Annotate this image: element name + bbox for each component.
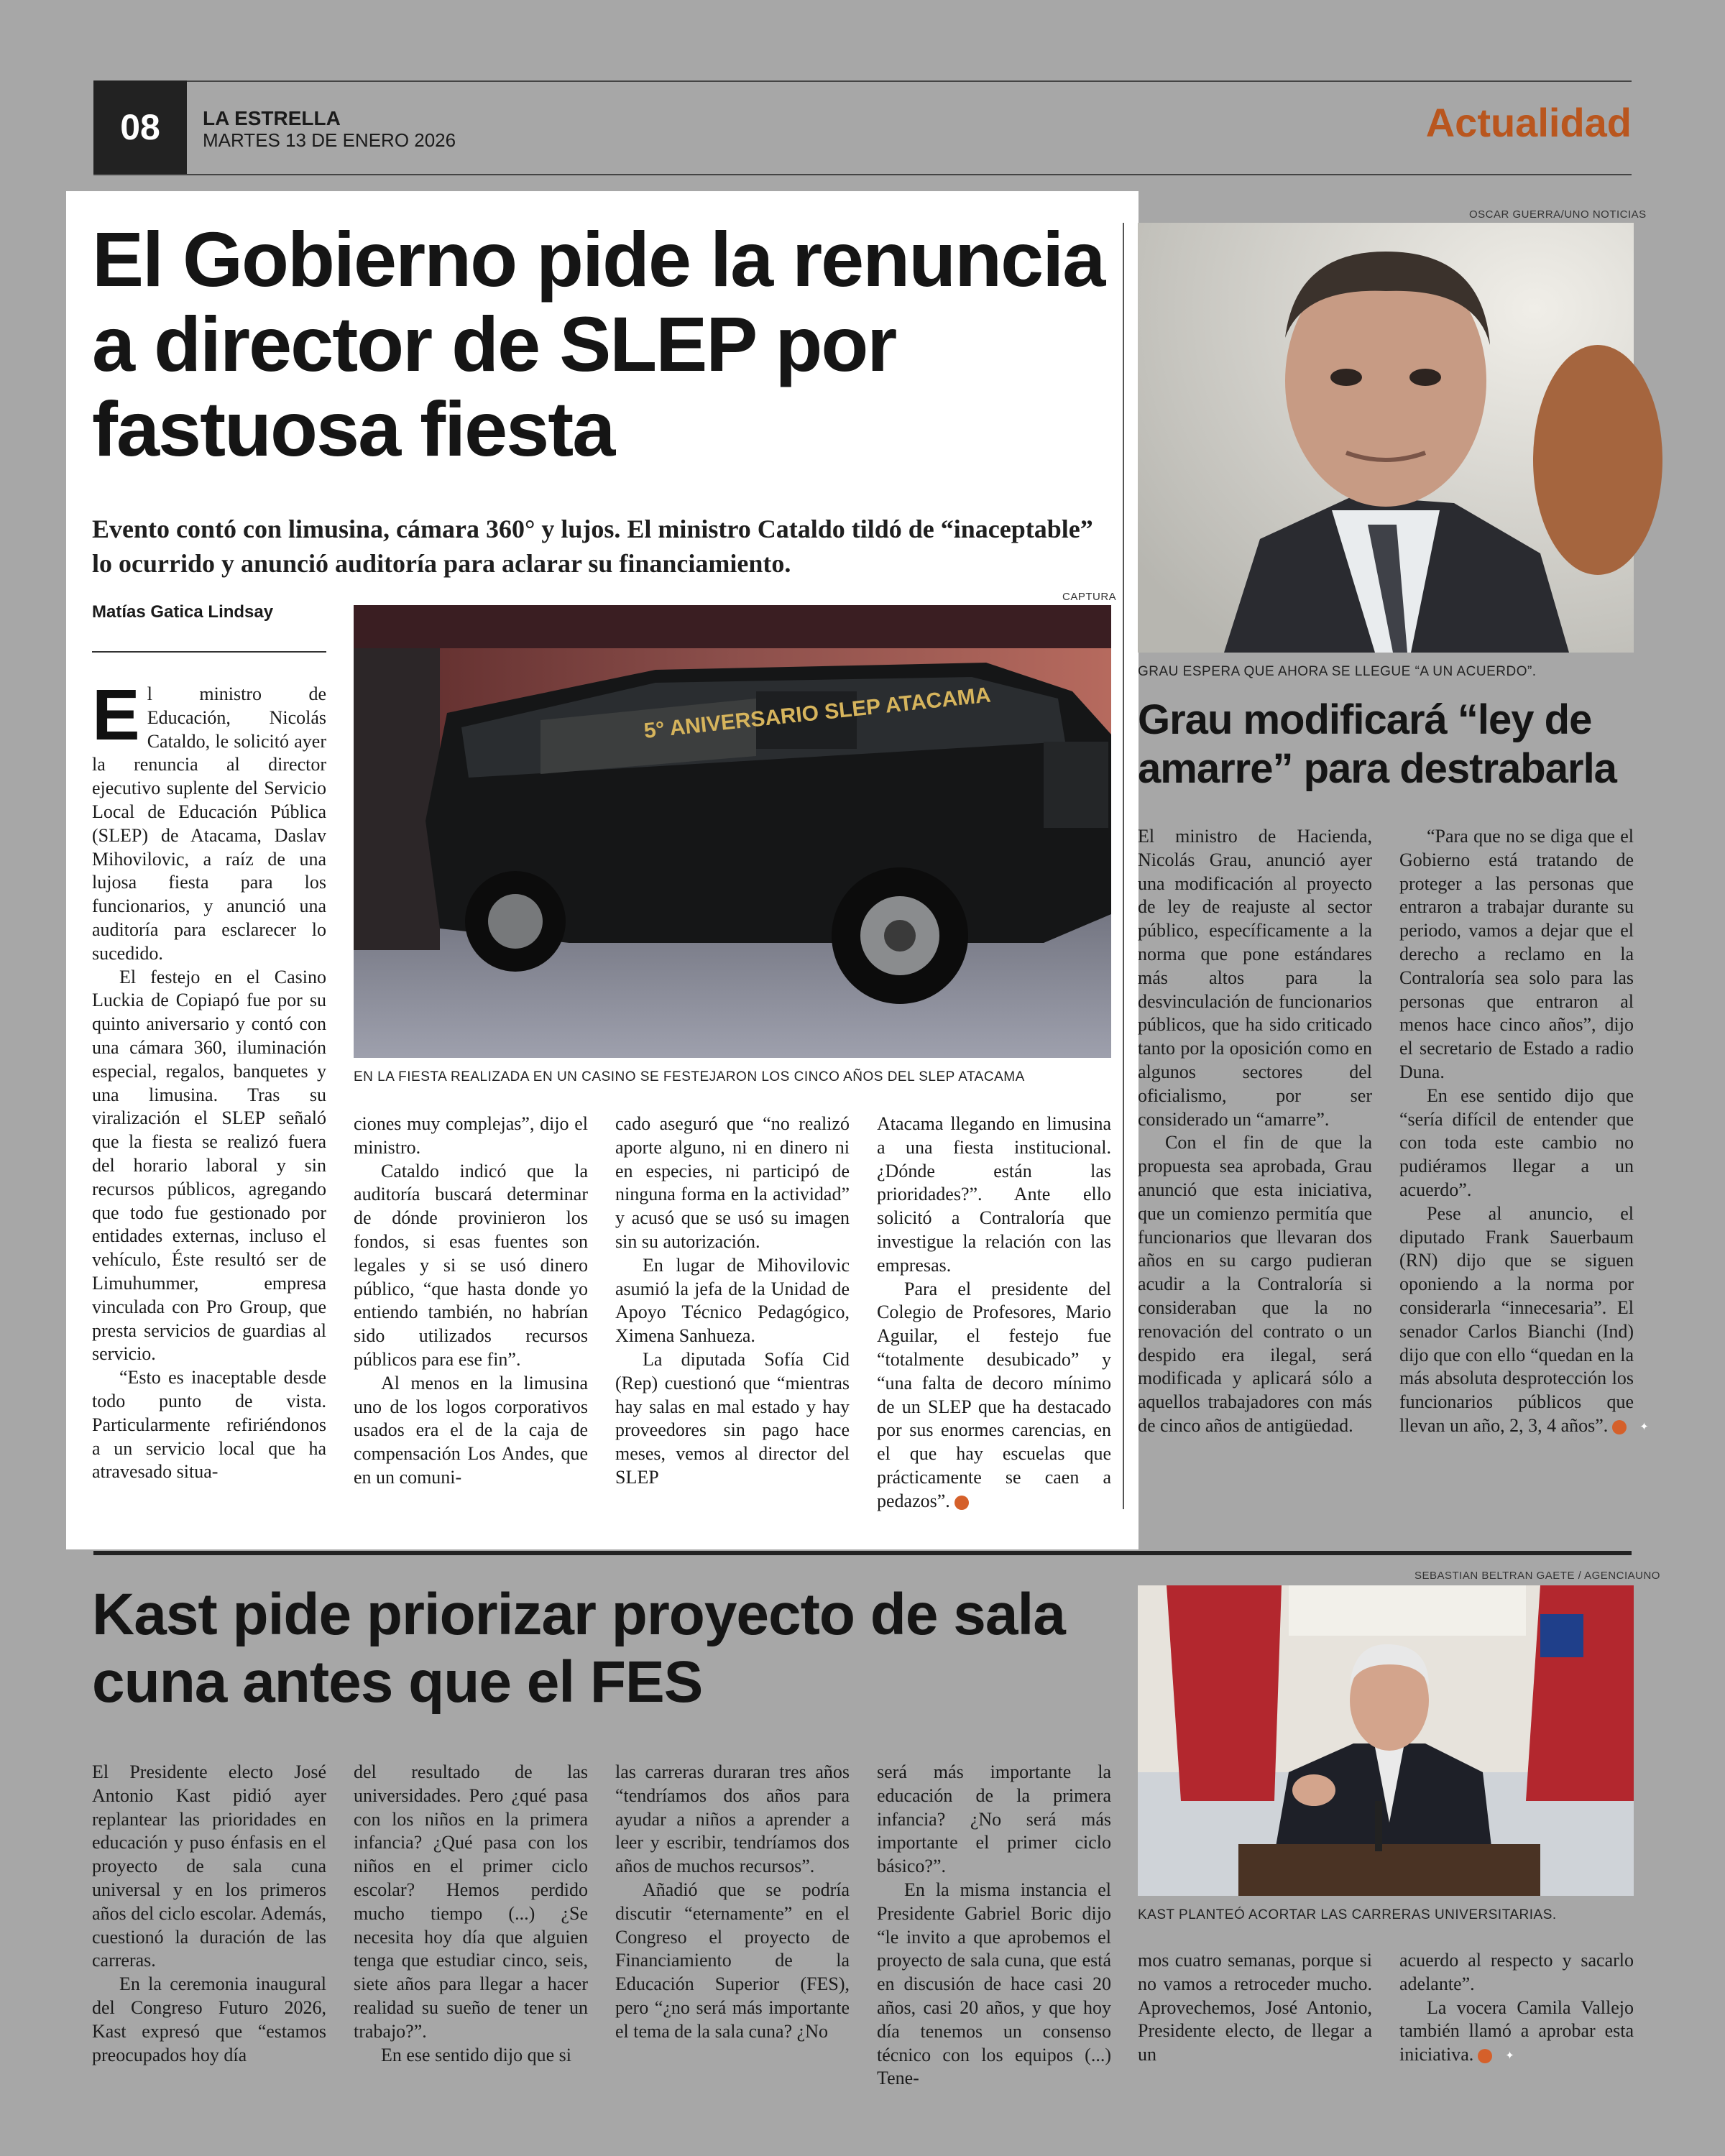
kast-ceremony-image xyxy=(1138,1585,1634,1896)
grau-portrait-photo xyxy=(1138,223,1634,653)
article2-photo-credit: OSCAR GUERRA/UNO NOTICIAS xyxy=(1469,208,1647,221)
article1-paragraph: La diputada Sofía Cid (Rep) cuestionó que “mientras hay salas en mal estado y hay proveedores sin pago hace meses, vemos al director del SLEP xyxy=(615,1348,850,1488)
article2-headline: Grau modificará “ley de amarre” para destrabarla xyxy=(1138,696,1616,792)
article3-headline: Kast pide priorizar proyecto de sala cuna antes que el FES xyxy=(92,1582,1065,1715)
article3-paragraph: En la ceremonia inaugural del Congreso Futuro 2026, Kast expresó que “estamos preocupados hoy día xyxy=(92,1973,326,2065)
article1-paragraph: cado aseguró que “no realizó aporte alguno, ni en dinero ni en especies, ni participó de ninguna forma en la actividad” y acusó que se usó su imagen sin su autorización. xyxy=(615,1113,850,1252)
article1-headline: El Gobierno pide la renuncia a director de SLEP por fastuosa fiesta xyxy=(92,216,1105,472)
article2-paragraph: En ese sentido dijo que “sería difícil de entender que con toda este cambio no pudiéramos llegar a un acuerdo”. xyxy=(1399,1084,1634,1200)
article2-paragraph: “Para que no se diga que el Gobierno está tratando de proteger a las personas que entraron a trabajar durante su periodo, vamos a dejar que el derecho a reclamo en la Contraloría sea solo para las personas que entraron al menos hace cinco años”, dijo el secretario de Estado a radio Duna. xyxy=(1399,826,1634,1082)
article1-paragraph: El festejo en el Casino Luckia de Copiapó fue por su quinto aniversario y contó con una cámara 360, iluminación especial, regalos, banquetes y una limusina. Tras su viralización el SLEP señaló que la fiesta se realizó fuera del horario laboral y sin recursos públicos, agregando que todo fue gestionado por entidades externas, incluso el vehículo, Éste resultó ser de Limuhummer, empresa vinculada con Pro Group, que presta servicios de guardias al servicio. xyxy=(92,966,326,1365)
article2-paragraph xyxy=(1399,1202,1649,1438)
article2-paragraph: El ministro de Hacienda, Nicolás Grau, anunció ayer una modificación al proyecto de ley de reajuste al sector público, específicamente a la norma que pone estándares más altos para la desvinculación de funcionarios públicos, que ha sido criticado tanto por la oposición como en algunos sectores del oficialismo, por ser considerado un “amarre”. xyxy=(1138,826,1372,1130)
article2-photo-caption: GRAU ESPERA QUE AHORA SE LLEGUE “A UN ACUERDO”. xyxy=(1138,664,1537,679)
article1-paragraph: ciones muy complejas”, dijo el ministro. xyxy=(354,1113,588,1158)
article1-paragraph xyxy=(877,1278,1111,1514)
article3-column-6 xyxy=(1399,1949,1634,2086)
article2-paragraph: Con el fin de que la propuesta sea aprobada, Grau anunció que esta iniciativa, que un comienzo permitía que funcionarios que llevaran dos años en su cargo pudieran acudir a la Contraloría si consideraban que la no renovación del contrato o un despido era ilegal, será modificada y aplicará sólo a aquellos trabajadores con más de cinco años de antigüedad. xyxy=(1138,1132,1372,1436)
limousine-photo-image xyxy=(354,605,1111,1058)
issue-date: MARTES 13 DE ENERO 2026 xyxy=(203,129,456,151)
article2-paragraph-text: Pese al anuncio, el diputado Frank Sauerbaum (RN) dijo que se siguen oponiendo a la norma por considerarla “innecesaria”. El senador Carlos Bianchi (Ind) dijo que con ello “quedan en la más absoluta desprotección los funcionarios públicos que llevan un año, 2, 3, 4 años”. xyxy=(1399,1202,1634,1436)
publication-name: LA ESTRELLA xyxy=(203,107,341,129)
article3-paragraph: será más importante la educación de la primera infancia? ¿No será más importante el primer ciclo básico?”. xyxy=(877,1761,1111,1877)
article3-paragraph-text: La vocera Camila Vallejo también llamó a aprobar esta iniciativa. xyxy=(1399,1996,1634,2065)
article3-paragraph: Añadió que se podría discutir “eternamente” en el Congreso el proyecto de Financiamiento de la Educación Superior (FES), pero “¿no será más importante el tema de la sala cuna? ¿No xyxy=(615,1879,850,2042)
top-rule xyxy=(93,80,1632,82)
article3-paragraph: mos cuatro semanas, porque si no vamos a retroceder mucho. Aprovechemos, José Antonio, Presidente electo, de llegar a un xyxy=(1138,1950,1372,2065)
article1-column-4 xyxy=(877,1112,1111,1529)
article1-paragraph: Cataldo indicó que la auditoría buscará determinar de dónde provinieron los fondos, si esas fuentes son legales y si se usó dinero público, “que hasta donde yo entiendo también, no habrían sido utilizados recursos públicos para ese fin”. xyxy=(354,1160,588,1370)
article3-photo-credit: SEBASTIAN BELTRAN GAETE / AGENCIAUNO xyxy=(1414,1570,1660,1582)
article1-paragraph: l ministro de Educación, Nicolás Cataldo, le solicitó ayer la renuncia al director ejecutivo suplente del Servicio Local de Educación Pública (SLEP) de Atacama, Daslav Mihovilovic, a raíz de una lujosa fiesta para los funcionarios, y anunció una auditoría para esclarecer lo sucedido. xyxy=(92,683,326,964)
kast-ceremony-photo xyxy=(1138,1585,1634,1896)
limousine-decal-text: 5° ANIVERSARIO SLEP ATACAMA xyxy=(643,683,992,743)
grau-portrait-image xyxy=(1138,223,1634,653)
article1-column-2 xyxy=(354,1112,588,1515)
section-title: Actualidad xyxy=(1425,100,1632,145)
article3-paragraph: del resultado de las universidades. Pero ¿qué pasa con los niños en la primera infancia? ¿Qué pasa con los niños en el primer ciclo escolar? Hemos perdido mucho tiempo (...) ¿Se necesita hoy día que alguien tenga que estudiar cinco, seis, siete años para llegar a hacer realidad su sueño de tener un trabajo?”. xyxy=(354,1761,588,2042)
article3-paragraph: En ese sentido dijo que si xyxy=(381,2044,572,2065)
column-divider xyxy=(1123,223,1124,1509)
article3-photo-caption: KAST PLANTEÓ ACORTAR LAS CARRERAS UNIVERSITARIAS. xyxy=(1138,1907,1557,1922)
article2-column-2 xyxy=(1399,825,1649,1529)
article1-deck: Evento contó con limusina, cámara 360° y lujos. El ministro Cataldo tildó de “inaceptable” lo ocurrido y anunció auditoría para aclarar su financiamiento. xyxy=(92,515,1093,578)
article3-column-1 xyxy=(92,1761,326,2077)
header-bottom-rule xyxy=(93,174,1632,175)
end-of-article-icon: ✦ xyxy=(1612,1420,1627,1434)
article3-paragraph: acuerdo al respecto y sacarlo adelante”. xyxy=(1399,1950,1634,1994)
article3-column-5 xyxy=(1138,1949,1372,2086)
section-divider-rule xyxy=(93,1551,1632,1555)
article1-paragraph: “Esto es inaceptable desde todo punto de vista. Particularmente refiriéndonos a un servicio local que ha atravesado situa- xyxy=(92,1367,326,1483)
article3-paragraph: las carreras duraran tres años “tendríamos dos años para ayudar a niños a aprender a leer y escribir, tendríamos dos años de muchos recursos”. xyxy=(615,1761,850,1877)
article3-column-3 xyxy=(615,1761,850,2077)
end-of-article-icon: ✦ xyxy=(1478,2049,1492,2063)
article3-paragraph: En la misma instancia el Presidente Gabriel Boric dijo “le invito a que aprobemos el proyecto de sala cuna, que está en discusión de hace casi 20 años, casi 20 años, y que hoy día tenemos un consenso técnico con los equipos (...) Tene- xyxy=(877,1879,1111,2089)
article3-paragraph xyxy=(1399,1996,1634,2067)
article3-column-4 xyxy=(877,1761,1111,2089)
article1-byline: Matías Gatica Lindsay xyxy=(92,602,274,622)
article1-column-3 xyxy=(615,1112,850,1515)
end-of-article-icon: ✦ xyxy=(954,1496,969,1510)
article1-paragraph: En lugar de Mihovilovic asumió la jefa de la Unidad de Apoyo Técnico Pedagógico, Ximena Sanhueza. xyxy=(615,1254,850,1347)
byline-rule xyxy=(92,651,326,653)
article1-column-1 xyxy=(92,675,326,1516)
limousine-photo xyxy=(354,605,1111,1058)
article1-paragraph: Atacama llegando en limusina a una fiesta institucional. ¿Dónde están las prioridades?”. Ante ello solicitó a Contraloría que investigue la relación con las empresas. xyxy=(877,1113,1111,1276)
article1-paragraph-text: Para el presidente del Colegio de Profesores, Mario Aguilar, el festejo fue “totalmente desubicado” y “una falta de decoro mínimo de un SLEP que ha destacado por sus enormes carencias, en el que hay escuelas que prácticamente se caen a pedazos”. xyxy=(877,1278,1111,1511)
article1-dropcap: E xyxy=(92,675,140,755)
article3-paragraph: El Presidente electo José Antonio Kast pidió ayer replantear las prioridades en educación y puso énfasis en el proyecto de sala cuna universal y en los primeros años del ciclo escolar. Además, cuestionó la duración de las carreras. xyxy=(92,1761,326,1971)
article1-photo-caption: EN LA FIESTA REALIZADA EN UN CASINO SE FESTEJARON LOS CINCO AÑOS DEL SLEP ATACAMA xyxy=(354,1069,1025,1084)
article1-paragraph: Al menos en la limusina uno de los logos corporativos usados era el de la caja de compensación Los Andes, que en un comuni- xyxy=(354,1372,588,1488)
page-number: 08 xyxy=(93,80,187,174)
article3-column-2 xyxy=(354,1761,588,2077)
article2-column-1 xyxy=(1138,825,1372,1529)
article1-photo-credit: CAPTURA xyxy=(1062,591,1117,603)
